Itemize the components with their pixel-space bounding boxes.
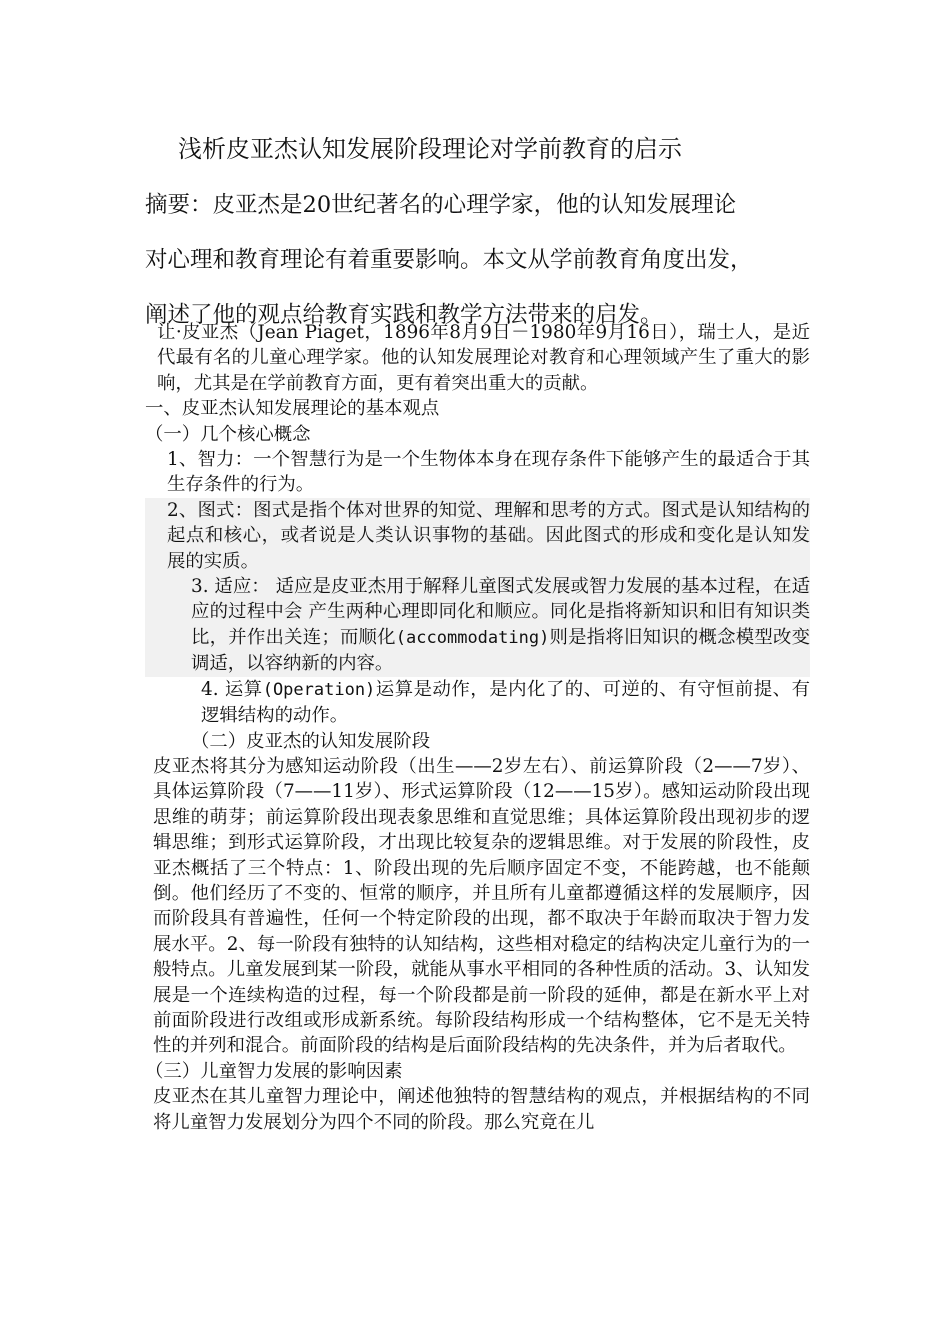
adaptation-term: (accommodating) xyxy=(395,627,550,648)
stages-paragraph: 皮亚杰将其分为感知运动阶段（出生——2岁左右）、前运算阶段（2——7岁）、具体运算阶段（7——11岁）、形式运算阶段（12——15岁）。感知运动阶段出现思维的萌芽；前运算阶段出现表象思维和直觉思维；具体运算阶段出现初步的逻辑思维；到形式运算阶段，才出现比较复杂的逻辑思维。对于发展的阶段性，皮亚杰概括了三个特点：1、阶段出现的先后顺序固定不变，不能跨越，也不能颠倒。他们经历了不变的、恒常的顺序，并且所有儿童都遵循这样的发展顺序，因而阶段具有普遍性，任何一个特定阶段的出现，都不取决于年龄而取决于智力发展水平。2、每一阶段有独特的认知结构，这些相对稳定的结构决定儿童行为的一般特点。儿童发展到某一阶段，就能从事水平相同的各种性质的活动。3、认知发展是一个连续构造的过程，每一个阶段都是前一阶段的延伸，都是在新水平上对前面阶段进行改组或形成新系统。每阶段结构形成一个结构整体，它不是无关特性的并列和混合。前面阶段的结构是后面阶段结构的先决条件，并为后者取代。 xyxy=(153,755,810,1057)
intro-paragraph: 让·皮亚杰（Jean Piaget，1896年8月9日－1980年9月16日），瑞士人，是近代最有名的儿童心理学家。他的认知发展理论对教育和心理领域产生了重大的影响，尤其是在学前教育方面，更有着突出重大的贡献。 xyxy=(157,322,810,394)
concept-operation xyxy=(145,677,810,729)
subsection-heading: （一）几个核心概念 xyxy=(145,423,311,445)
abstract-line: 阐述了他的观点给教育实践和教学方法带来的启发。 xyxy=(145,302,663,328)
operation-term: (Operation) xyxy=(262,679,376,700)
adaptation-text: 3. 适应： 适应是皮亚杰用于解释儿童图式发展或智力发展的基本过程，在适应的过程中会 产生两种心理即同化和顺应。同化是指将新知识和旧有知识类比，并作出关连；而顺化 xyxy=(191,576,810,648)
document-title: 浅析皮亚杰认知发展阶段理论对学前教育的启示 xyxy=(178,135,682,163)
abstract xyxy=(145,178,815,343)
concept-schema: 2、图式：图式是指个体对世界的知觉、理解和思考的方式。图式是认知结构的起点和核心，或者说是人类认识事物的基础。因此图式的形成和变化是认知发展的实质。 xyxy=(145,498,810,574)
abstract-line: 对心理和教育理论有着重要影响。本文从学前教育角度出发， xyxy=(145,247,753,273)
document-body xyxy=(145,320,810,1135)
concept-intelligence: 1、智力：一个智慧行为是一个生物体本身在现存条件下能够产生的最适合于其生存条件的行为。 xyxy=(167,449,810,496)
operation-label: 4. 运算 xyxy=(201,678,263,700)
factors-paragraph: 皮亚杰在其儿童智力理论中，阐述他独特的智慧结构的观点，并根据结构的不同将儿童智力发展划分为四个不同的阶段。那么究竟在儿 xyxy=(153,1086,810,1133)
adaptation-text-end: 则是指将旧知识的概念模型改变调适，以容纳新的内容。 xyxy=(191,626,810,675)
subsection-heading: （二）皮亚杰的认知发展阶段 xyxy=(191,730,431,752)
operation-text: 运算是动作，是内化了的、可逆的、有守恒前提、有逻辑结构的动作。 xyxy=(201,678,810,727)
subsection-heading: （三）儿童智力发展的影响因素 xyxy=(145,1060,403,1082)
concept-adaptation xyxy=(145,574,810,677)
section-heading: 一、皮亚杰认知发展理论的基本观点 xyxy=(145,398,440,420)
abstract-line: 摘要：皮亚杰是20世纪著名的心理学家，他的认知发展理论 xyxy=(145,192,737,218)
